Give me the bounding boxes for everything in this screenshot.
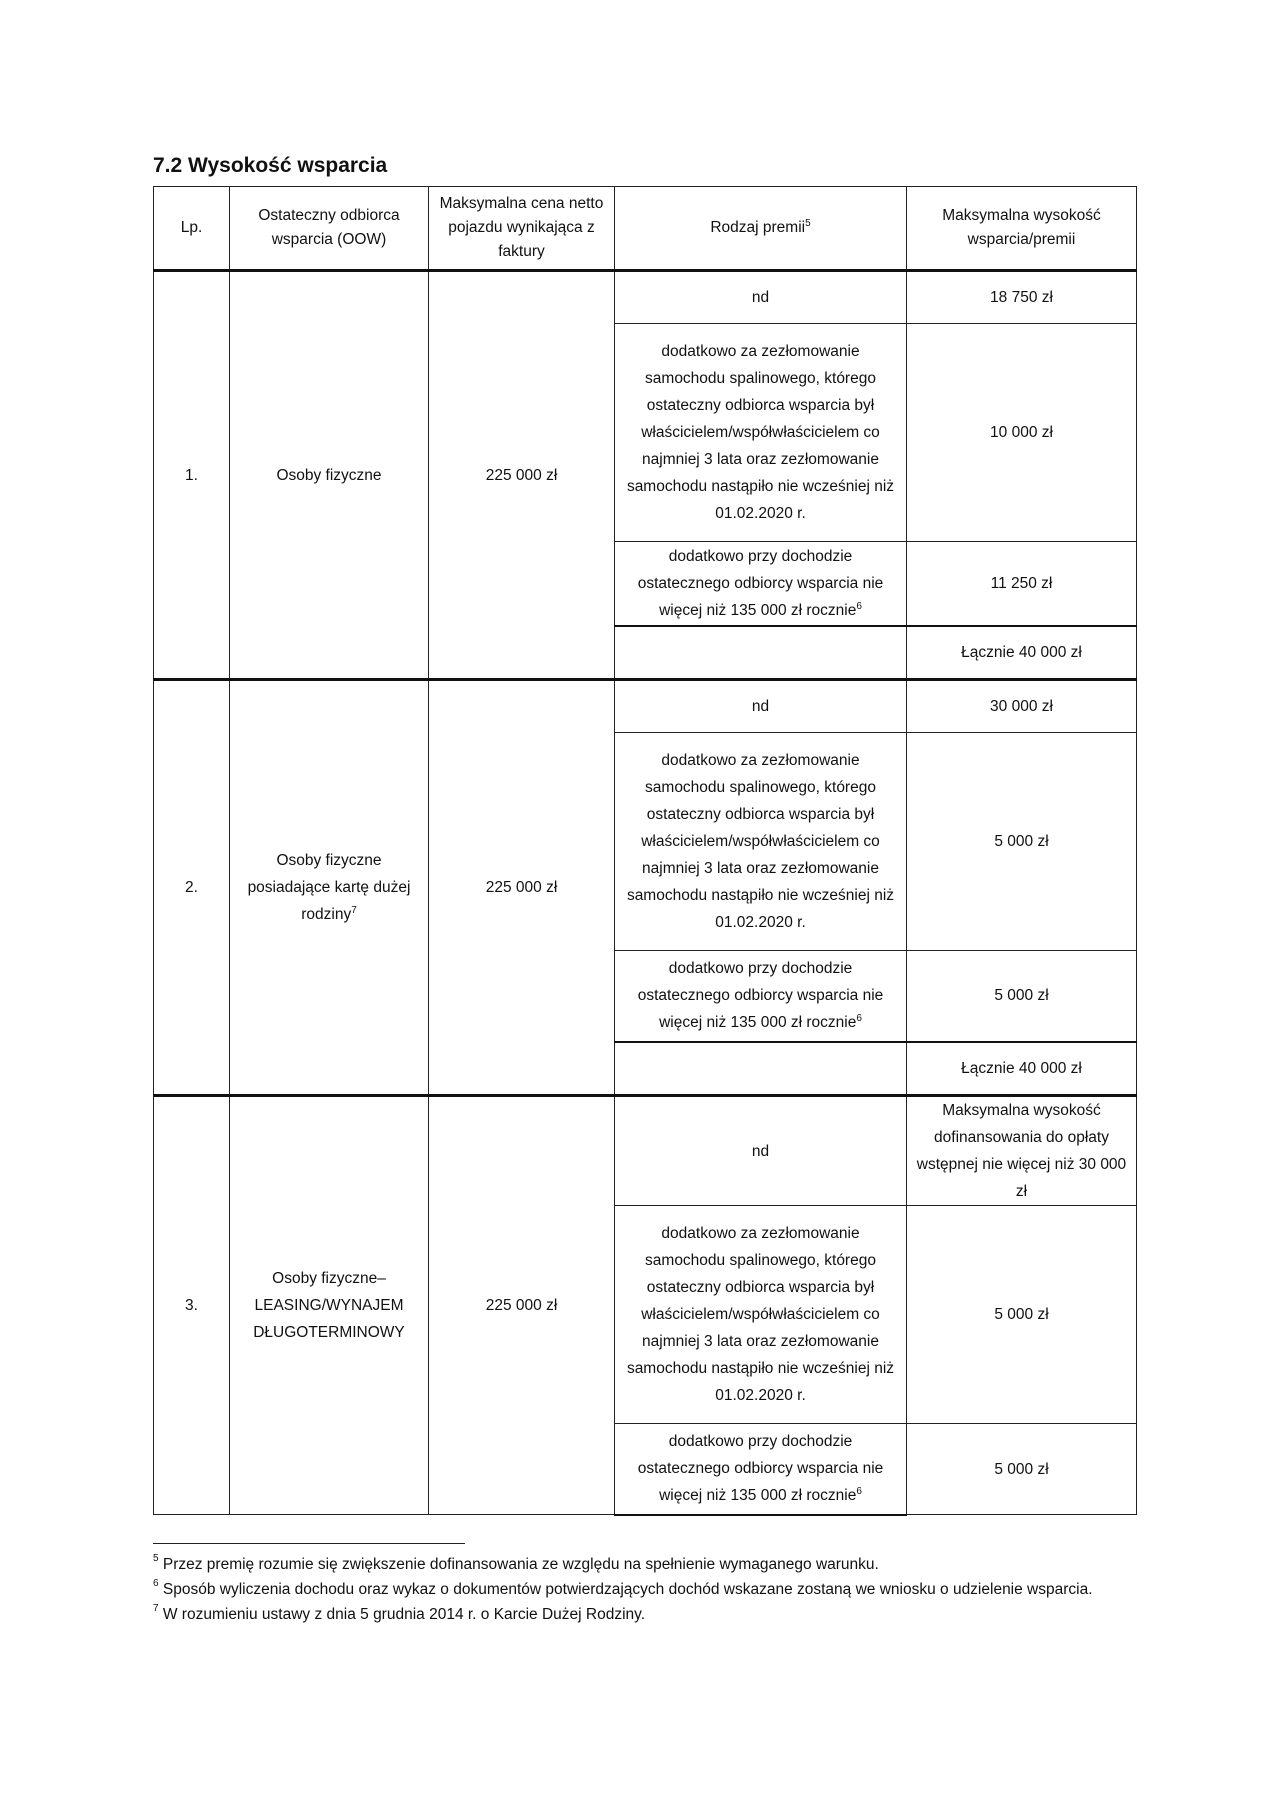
table-row (154, 271, 1137, 324)
premium-label: dodatkowo za zezłomowanie samochodu spalinowego, którego ostateczny odbiorca wsparcia był właścicielem/współwłaścicielem co najmniej 3 lata oraz zezłomowanie samochodu nastąpiło nie wcześniej niż 01.02.2020 r. (626, 752, 895, 931)
cell-premium-value: 11 250 zł (907, 542, 1137, 626)
premium-label: nd (751, 1142, 770, 1160)
cell-oow (230, 680, 429, 1096)
footnote-mark: 5 (153, 1552, 159, 1564)
footnotes (153, 1552, 1133, 1627)
cell-oow (230, 271, 429, 680)
cell-premium-value: 5 000 zł (907, 733, 1137, 951)
cell-lp: 2. (154, 680, 230, 1096)
cell-premium-type (615, 1096, 907, 1206)
cell-premium-value: 18 750 zł (907, 271, 1137, 324)
footnote (153, 1602, 1133, 1627)
premium-label: nd (751, 698, 770, 715)
cell-premium-value: 5 000 zł (907, 951, 1137, 1042)
cell-premium-value: Maksymalna wysokość dofinansowania do opłaty wstępnej nie więcej niż 30 000 zł (907, 1096, 1137, 1206)
table-row (154, 1096, 1137, 1206)
cell-premium-value: 5 000 zł (907, 1424, 1137, 1515)
oow-label: Osoby fizyczne posiadające kartę dużej rodziny (247, 852, 411, 923)
cell-price: 225 000 zł (429, 1096, 615, 1515)
cell-blank (615, 1042, 907, 1096)
footnote-mark: 7 (153, 1602, 159, 1614)
cell-premium-type (615, 1206, 907, 1424)
cell-premium-type (615, 324, 907, 542)
cell-total: Łącznie 40 000 zł (907, 626, 1137, 680)
cell-premium-value: 5 000 zł (907, 1206, 1137, 1424)
premium-label: nd (751, 289, 770, 306)
footnote-text: W rozumieniu ustawy z dnia 5 grudnia 2014 r. o Karcie Dużej Rodziny. (158, 1606, 646, 1623)
section-heading: 7.2 Wysokość wsparcia (153, 154, 388, 177)
cell-premium-type (615, 680, 907, 733)
cell-lp: 3. (154, 1096, 230, 1515)
oow-label: Osoby fizyczne– LEASING/WYNAJEM DŁUGOTERMINOWY (253, 1270, 405, 1341)
premium-label: dodatkowo przy dochodzie ostatecznego odbiorcy wsparcia nie więcej niż 135 000 zł rocznie (637, 547, 884, 619)
footnote-ref: 5 (805, 217, 811, 229)
footnote (153, 1552, 1133, 1577)
header-price: Maksymalna cena netto pojazdu wynikająca z faktury (429, 187, 615, 271)
header-lp: Lp. (154, 187, 230, 271)
cell-premium-value: 10 000 zł (907, 324, 1137, 542)
header-premium-label: Rodzaj premii (710, 219, 806, 236)
header-oow: Ostateczny odbiorca wsparcia (OOW) (230, 187, 429, 271)
footnote-ref: 7 (351, 904, 357, 916)
cell-price: 225 000 zł (429, 271, 615, 680)
footnote-ref: 6 (856, 1013, 862, 1025)
cell-premium-type (615, 733, 907, 951)
header-max: Maksymalna wysokość wsparcia/premii (907, 187, 1137, 271)
footnote-ref: 6 (856, 600, 862, 612)
footnote-text: Przez premię rozumie się zwiększenie dofinansowania ze względu na spełnienie wymaganego warunku. (158, 1556, 879, 1573)
cell-oow (230, 1096, 429, 1515)
cell-premium-value: 30 000 zł (907, 680, 1137, 733)
footnote-text: Sposób wyliczenia dochodu oraz wykaz o dokumentów potwierdzających dochód wskazane zostaną we wniosku o udzielenie wsparcia. (158, 1581, 1093, 1598)
premium-label: dodatkowo przy dochodzie ostatecznego odbiorcy wsparcia nie więcej niż 135 000 zł rocznie (637, 960, 884, 1032)
premium-label: dodatkowo za zezłomowanie samochodu spalinowego, którego ostateczny odbiorca wsparcia był właścicielem/współwłaścicielem co najmniej 3 lata oraz zezłomowanie samochodu nastąpiło nie wcześniej niż 01.02.2020 r. (626, 343, 895, 522)
footnote (153, 1577, 1133, 1602)
footnote-divider (153, 1543, 465, 1544)
oow-label: Osoby fizyczne (276, 466, 382, 484)
header-row (154, 187, 1137, 271)
cell-premium-type (615, 1424, 907, 1515)
premium-label: dodatkowo przy dochodzie ostatecznego odbiorcy wsparcia nie więcej niż 135 000 zł rocznie (637, 1433, 884, 1505)
cell-premium-type (615, 951, 907, 1042)
cell-total: Łącznie 40 000 zł (907, 1042, 1137, 1096)
footnote-ref: 6 (856, 1486, 862, 1498)
cell-price: 225 000 zł (429, 680, 615, 1096)
table-row (154, 680, 1137, 733)
support-table (153, 186, 1137, 1516)
header-premium (615, 187, 907, 271)
cell-lp: 1. (154, 271, 230, 680)
premium-label: dodatkowo za zezłomowanie samochodu spalinowego, którego ostateczny odbiorca wsparcia był właścicielem/współwłaścicielem co najmniej 3 lata oraz zezłomowanie samochodu nastąpiło nie wcześniej niż 01.02.2020 r. (626, 1225, 895, 1404)
cell-blank (615, 626, 907, 680)
footnote-mark: 6 (153, 1577, 159, 1589)
cell-premium-type (615, 542, 907, 626)
cell-premium-type (615, 271, 907, 324)
